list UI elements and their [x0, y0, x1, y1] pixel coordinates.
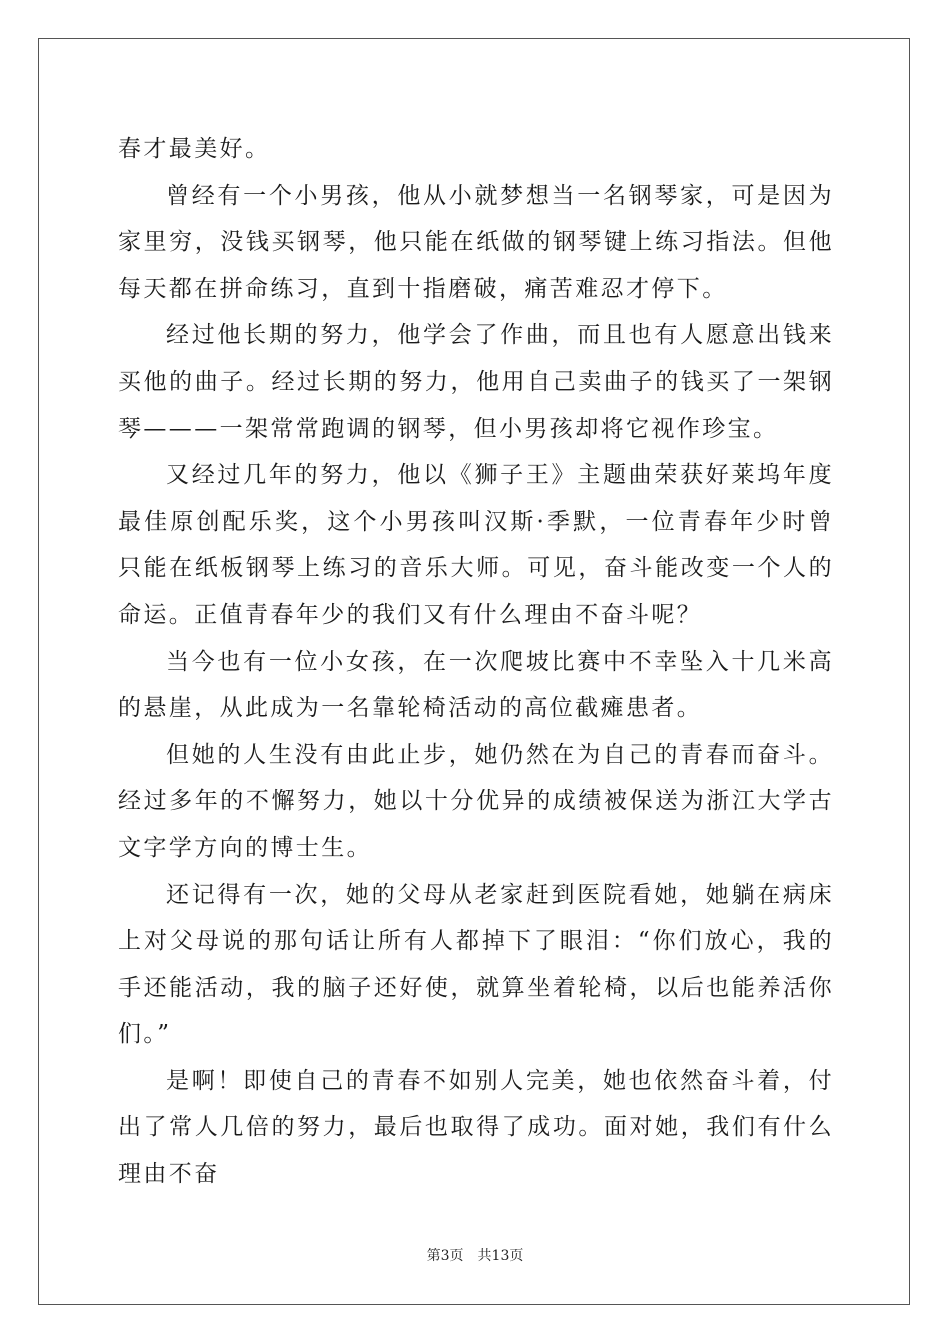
paragraph-2: 曾经有一个小男孩，他从小就梦想当一名钢琴家，可是因为家里穷，没钱买钢琴，他只能在纸做的钢琴键上练习指法。但他每天都在拼命练习，直到十指磨破，痛苦难忍才停下。: [118, 182, 834, 302]
paragraph-1: 春才最美好。: [118, 136, 271, 162]
paragraph-6: 但她的人生没有由此止步，她仍然在为自己的青春而奋斗。经过多年的不懈努力，她以十分优异的成绩被保送为浙江大学古文字学方向的博士生。: [118, 741, 834, 861]
paragraph-5: 当今也有一位小女孩，在一次爬坡比赛中不幸坠入十几米高的悬崖，从此成为一名靠轮椅活动的高位截瘫患者。: [118, 648, 834, 722]
paragraph-3: 经过他长期的努力，他学会了作曲，而且也有人愿意出钱来买他的曲子。经过长期的努力，他用自己卖曲子的钱买了一架钢琴———一架常常跑调的钢琴，但小男孩却将它视作珍宝。: [118, 322, 834, 442]
page-number-footer: 第3页 共13页: [426, 1248, 524, 1264]
paragraph-4: 又经过几年的努力，他以《狮子王》主题曲荣获好莱坞年度最佳原创配乐奖，这个小男孩叫汉斯·季默，一位青春年少时曾只能在纸板钢琴上练习的音乐大师。可见，奋斗能改变一个人的命运。正值青春年少的我们又有什么理由不奋斗呢？: [118, 462, 834, 628]
paragraph-8: 是啊！即使自己的青春不如别人完美，她也依然奋斗着，付出了常人几倍的努力，最后也取得了成功。面对她，我们有什么理由不奋: [118, 1067, 834, 1188]
paragraph-7: 还记得有一次，她的父母从老家赶到医院看她，她躺在病床上对父母说的那句话让所有人都掉下了眼泪：“你们放心，我的手还能活动，我的脑子还好使，就算坐着轮椅，以后也能养活你们。”: [118, 881, 834, 1048]
document-body: [118, 126, 834, 1198]
